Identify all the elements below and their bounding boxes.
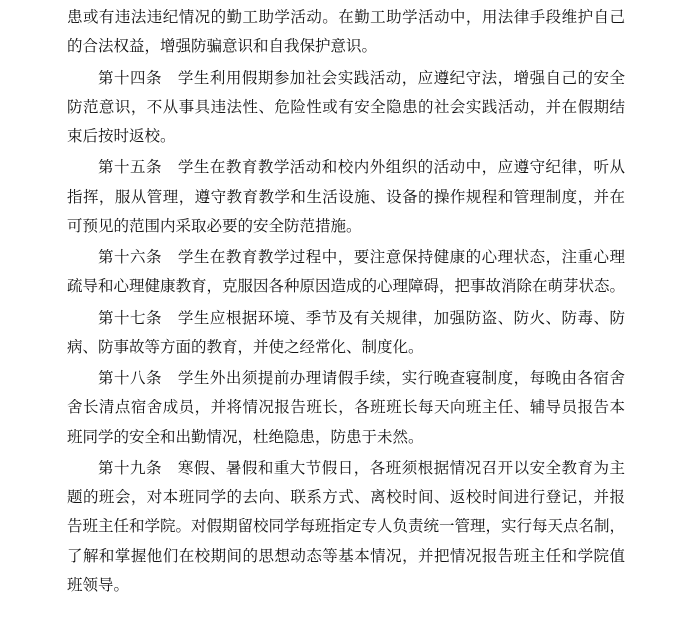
text-line: 第十九条 寒假、暑假和重大节假日，各班须根据情况召开以安全教育为主 (98, 458, 625, 477)
text-line: 第十七条 学生应根据环境、季节及有关规律，加强防盗、防火、防毒、防 (98, 308, 625, 327)
paragraph-article-19 (67, 454, 625, 600)
text-line: 疏导和心理健康教育，克服因各种原因造成的心理障碍，把事故消除在萌芽状态。 (67, 277, 626, 296)
text-line: 第十四条 学生利用假期参加社会实践活动，应遵纪守法，增强自己的安全 (98, 68, 625, 87)
text-line: 第十八条 学生外出须提前办理请假手续，实行晚查寝制度，每晚由各宿舍 (98, 369, 625, 388)
text-line: 患或有违法违纪情况的勤工助学活动。在勤工助学活动中，用法律手段维护自己 (67, 8, 625, 26)
text-line: 第十五条 学生在教育教学活动和校内外组织的活动中，应遵守纪律，听从 (98, 158, 625, 177)
document-body (67, 3, 625, 600)
paragraph-article-15 (67, 153, 625, 241)
text-line: 班领导。 (67, 575, 130, 594)
text-line: 告班主任和学院。对假期留校同学每班指定专人负责统一管理，实行每天点名制， (67, 517, 626, 536)
text-line: 束后按时返校。 (67, 126, 176, 145)
text-line: 病、防事故等方面的教育，并使之经常化、制度化。 (67, 337, 424, 356)
text-line: 题的班会，对本班同学的去向、联系方式、离校时间、返校时间进行登记，并报 (67, 488, 625, 507)
text-line: 防范意识，不从事具违法性、危险性或有安全隐患的社会实践活动，并在假期结 (67, 97, 625, 116)
text-line: 指挥，服从管理，遵守教育教学和生活设施、设备的操作规程和管理制度，并在 (67, 187, 625, 206)
text-line: 第十六条 学生在教育教学过程中，要注意保持健康的心理状态，注重心理 (98, 248, 625, 267)
paragraph-article-14 (67, 64, 625, 152)
text-line: 的合法权益，增强防骗意识和自我保护意识。 (67, 37, 378, 56)
text-line: 了解和掌握他们在校期间的思想动态等基本情况，并把情况报告班主任和学院值 (67, 546, 625, 565)
paragraph-article-13-continuation (67, 3, 625, 61)
text-line: 舍长清点宿舍成员，并将情况报告班长，各班班长每天向班主任、辅导员报告本 (67, 398, 625, 417)
text-line: 班同学的安全和出勤情况，杜绝隐患，防患于未然。 (67, 427, 424, 446)
text-line: 可预见的范围内采取必要的安全防范措施。 (67, 216, 362, 235)
paragraph-article-18 (67, 364, 625, 452)
paragraph-article-17 (67, 304, 625, 362)
paragraph-article-16 (67, 243, 625, 301)
